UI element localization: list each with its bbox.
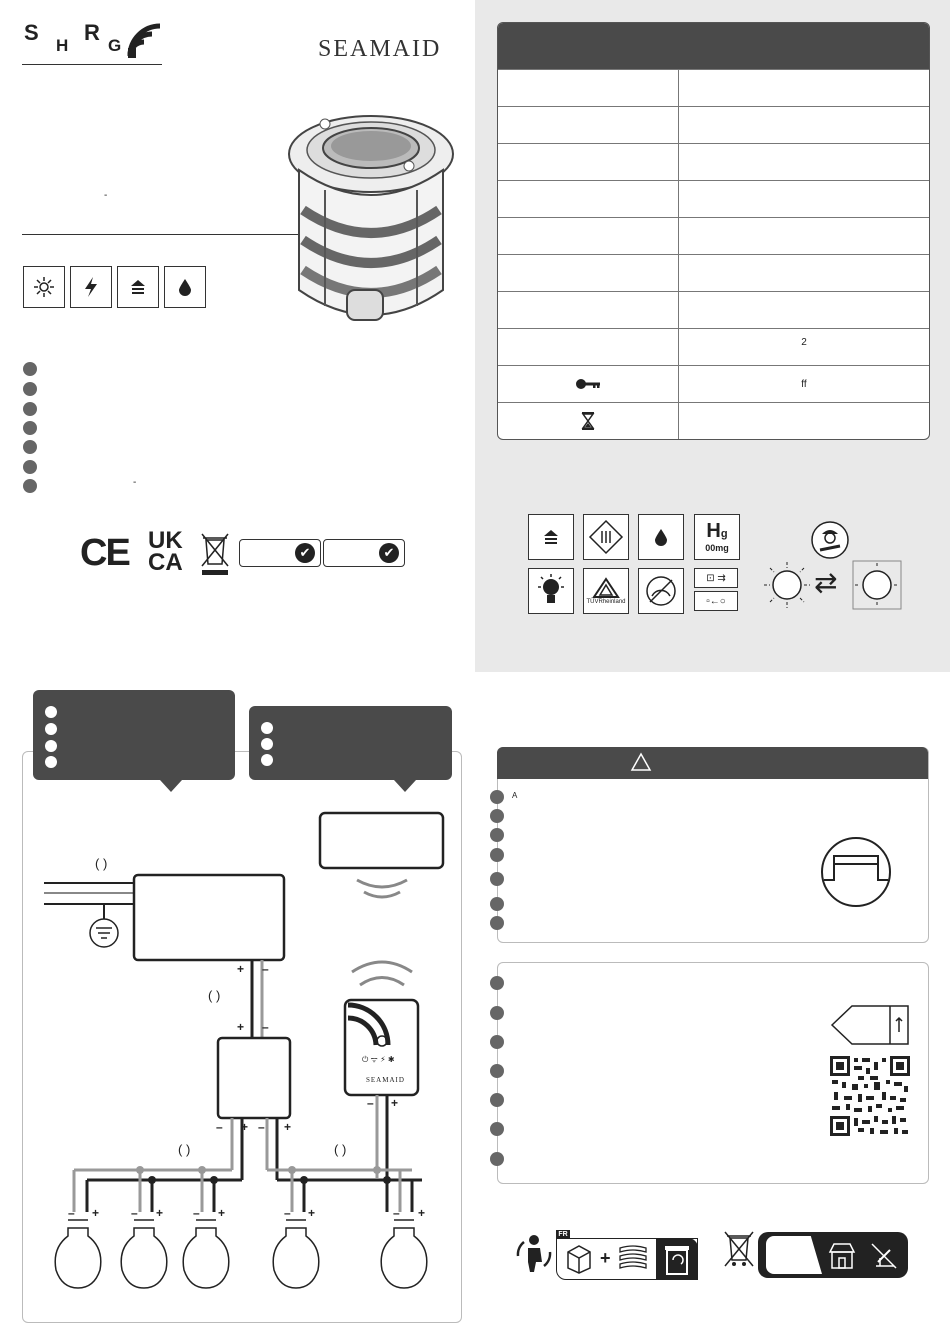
install-dot	[490, 1093, 504, 1107]
spec-row	[498, 143, 929, 180]
spec-table	[497, 22, 930, 440]
drop-icon	[164, 266, 206, 308]
install-dot	[490, 1006, 504, 1020]
install-dot	[490, 976, 504, 990]
connector-icons	[694, 568, 738, 612]
no-dimmer-icon	[638, 568, 684, 614]
plus-sign: +	[600, 1248, 611, 1268]
warning-dot	[490, 872, 504, 886]
install-dot	[490, 1035, 504, 1049]
gateway-brand: SEAMAID	[366, 1076, 405, 1084]
warning-header	[497, 747, 928, 779]
lightning-icon	[70, 266, 112, 308]
bullet-dot	[23, 479, 37, 493]
ukca-bottom: CA	[148, 549, 183, 576]
spec-table-header	[498, 23, 929, 69]
light-source-icon	[762, 560, 812, 610]
warning-dot	[490, 790, 504, 804]
fr-badge: FR	[556, 1230, 570, 1240]
spec-row: 2	[498, 328, 929, 365]
shrg-logo	[22, 20, 162, 66]
class-iii-icon	[583, 514, 629, 560]
callout-pointer	[394, 780, 416, 792]
key-icon	[575, 378, 601, 390]
logo-letter-h: H	[56, 36, 69, 55]
wire-label: ( )	[95, 856, 108, 871]
warning-triangle-icon	[630, 752, 652, 772]
callout-power-supply	[33, 690, 235, 780]
logo-letter-s: S	[24, 20, 39, 45]
bullet-dot	[23, 402, 37, 416]
mercury-free-icon: Hg 00mg	[694, 514, 740, 560]
plug-socket-icon: ⊡ ⇉	[694, 568, 738, 588]
house-icon	[528, 514, 574, 560]
bullet-dot	[23, 460, 37, 474]
spec-row	[498, 69, 929, 106]
spec-row	[498, 402, 929, 439]
spec-row: ff	[498, 365, 929, 402]
bullet-dot	[23, 421, 37, 435]
weee-bin-icon	[722, 1230, 756, 1270]
warning-dot	[490, 916, 504, 930]
compliance-badge-1	[239, 539, 321, 567]
logo-letter-g: G	[108, 36, 122, 55]
bulb-connector-icon: ▫←○	[694, 591, 738, 611]
box-icon	[566, 1244, 592, 1274]
ukca-top: UK	[148, 527, 183, 554]
warning-dot	[490, 809, 504, 823]
bullet-dot	[23, 362, 37, 376]
ce-mark: CE	[80, 532, 129, 574]
light-source-replaceable-icon	[852, 560, 902, 610]
spec-row	[498, 106, 929, 143]
warning-dot	[490, 897, 504, 911]
callout-gateway	[249, 706, 452, 780]
title-hyphen: -	[104, 190, 108, 201]
ground-light-product-image	[285, 110, 457, 322]
title-divider	[22, 234, 308, 235]
weee-bin-icon	[200, 532, 230, 576]
spec-row	[498, 217, 929, 254]
wire-label: ( )	[208, 988, 221, 1003]
technician-icon	[810, 520, 850, 560]
lightbulb-icon	[528, 568, 574, 614]
wire-label: ( )	[334, 1142, 347, 1157]
weee-info-box	[758, 1232, 908, 1278]
no-trash-icon	[870, 1242, 898, 1270]
shop-icon	[828, 1242, 856, 1270]
fr-recycling-info	[556, 1230, 698, 1280]
triman-icon	[514, 1232, 554, 1274]
spec-row	[498, 180, 929, 217]
ukca-mark	[148, 527, 183, 576]
paper-icon	[618, 1244, 648, 1274]
house-icon	[117, 266, 159, 308]
install-dot	[490, 1122, 504, 1136]
gateway-status-icons: ⏻ ᯤ ⚡ ✱	[362, 1055, 395, 1064]
label-tag-icon	[830, 1004, 910, 1046]
recycle-bin-icon	[664, 1244, 690, 1276]
spec-row	[498, 254, 929, 291]
compliance-badge-2	[323, 539, 405, 567]
drop-icon	[638, 514, 684, 560]
check-icon: ✔	[379, 543, 399, 563]
wifi-signal-icon	[126, 22, 164, 60]
tuv-rheinland-icon: TÜVRheinland	[583, 568, 629, 614]
install-dot	[490, 1152, 504, 1166]
wire-label: ( )	[178, 1142, 191, 1157]
callout-pointer	[160, 780, 182, 792]
wiring-diagram	[22, 800, 460, 1300]
qr-code[interactable]	[830, 1056, 910, 1136]
bullet-dot	[23, 382, 37, 396]
hourglass-icon	[581, 412, 595, 430]
warning-dot	[490, 848, 504, 862]
check-icon: ✔	[295, 543, 315, 563]
warning-dot	[490, 828, 504, 842]
sun-icon	[23, 266, 65, 308]
logo-letter-r: R	[84, 20, 100, 45]
warning-item-1: A	[512, 791, 518, 800]
replace-arrows-icon: ⇄	[814, 567, 838, 598]
spec-row	[498, 291, 929, 328]
seamaid-logo: SEAMAID	[318, 36, 442, 62]
bullet-dot	[23, 440, 37, 454]
install-dot	[490, 1064, 504, 1078]
bullet-hyphen: -	[133, 477, 137, 488]
surface-mount-icon	[820, 836, 892, 908]
